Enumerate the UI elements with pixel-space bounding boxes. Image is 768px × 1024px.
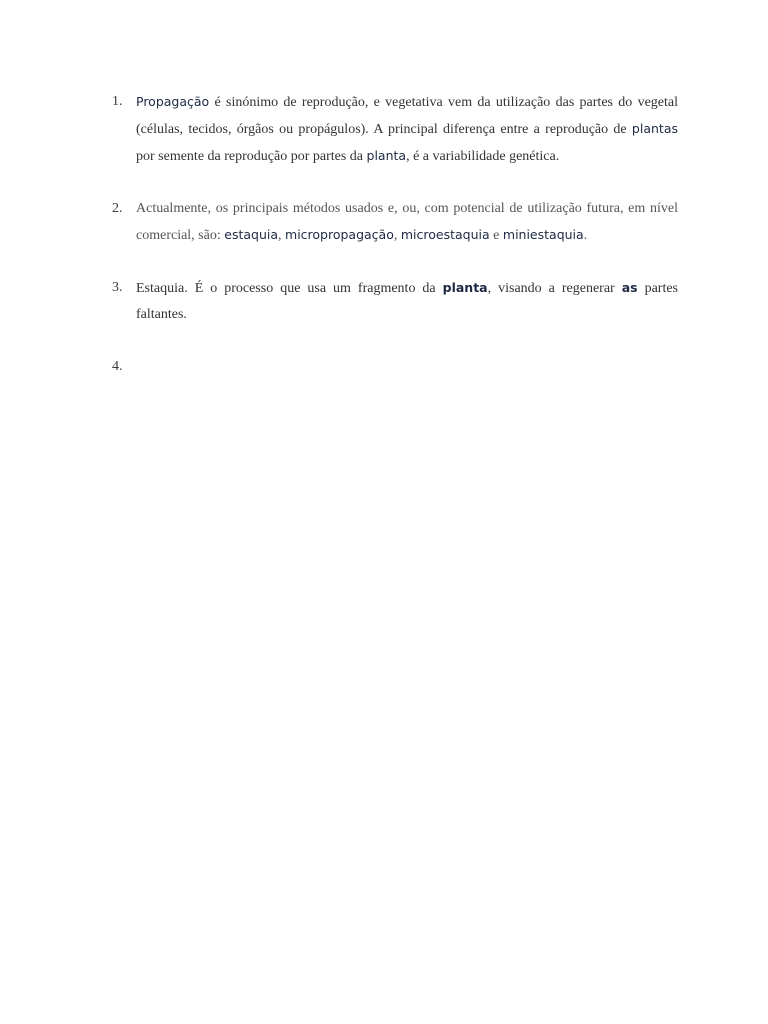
list-item bbox=[112, 89, 678, 170]
list-item-number: 3. bbox=[112, 280, 123, 295]
keyword-planta-bold: planta bbox=[442, 280, 488, 295]
list-item-text bbox=[136, 196, 678, 249]
text-segment: é sinónimo de reprodução, e vegetativa vem da utilização das partes do vegetal (células, tecidos, órgãos ou propágulos). A principal diferença entre a reprodução de bbox=[136, 95, 678, 137]
text-segment: e bbox=[489, 228, 503, 243]
list-item-text-empty bbox=[136, 354, 678, 380]
list-item bbox=[112, 354, 678, 380]
text-segment: , visando a regenerar bbox=[487, 281, 622, 296]
text-segment: por semente da reprodução por partes da bbox=[136, 149, 367, 164]
keyword-estaquia: estaquia bbox=[224, 227, 279, 242]
text-segment: , bbox=[393, 228, 401, 243]
numbered-list bbox=[112, 89, 678, 406]
list-item bbox=[112, 196, 678, 249]
text-segment: Estaquia. É o processo que usa um fragmento da bbox=[136, 281, 443, 296]
keyword-microestaquia: microestaquia bbox=[400, 227, 490, 242]
keyword-propagacao: Propagação bbox=[136, 94, 210, 109]
list-item-number: 4. bbox=[112, 359, 123, 374]
list-item-text bbox=[136, 89, 678, 170]
keyword-micropropagacao: micropropagação bbox=[285, 227, 394, 242]
text-segment: , é a variabilidade genética. bbox=[406, 149, 560, 164]
list-item-text bbox=[136, 275, 678, 328]
text-segment: partes faltantes. bbox=[136, 281, 678, 322]
keyword-plantas: plantas bbox=[631, 121, 678, 136]
text-segment: Actualmente, os principais métodos usados e, ou, com potencial de utilização futura, em nível comercial, são: bbox=[136, 201, 678, 243]
text-segment: . bbox=[583, 228, 588, 243]
list-item-number: 1. bbox=[112, 94, 123, 109]
list-item bbox=[112, 275, 678, 328]
list-item-number: 2. bbox=[112, 201, 123, 216]
keyword-miniestaquia: miniestaquia bbox=[502, 227, 584, 242]
text-segment: , bbox=[278, 228, 286, 243]
keyword-as-bold: as bbox=[621, 280, 638, 295]
keyword-planta: planta bbox=[366, 148, 407, 163]
